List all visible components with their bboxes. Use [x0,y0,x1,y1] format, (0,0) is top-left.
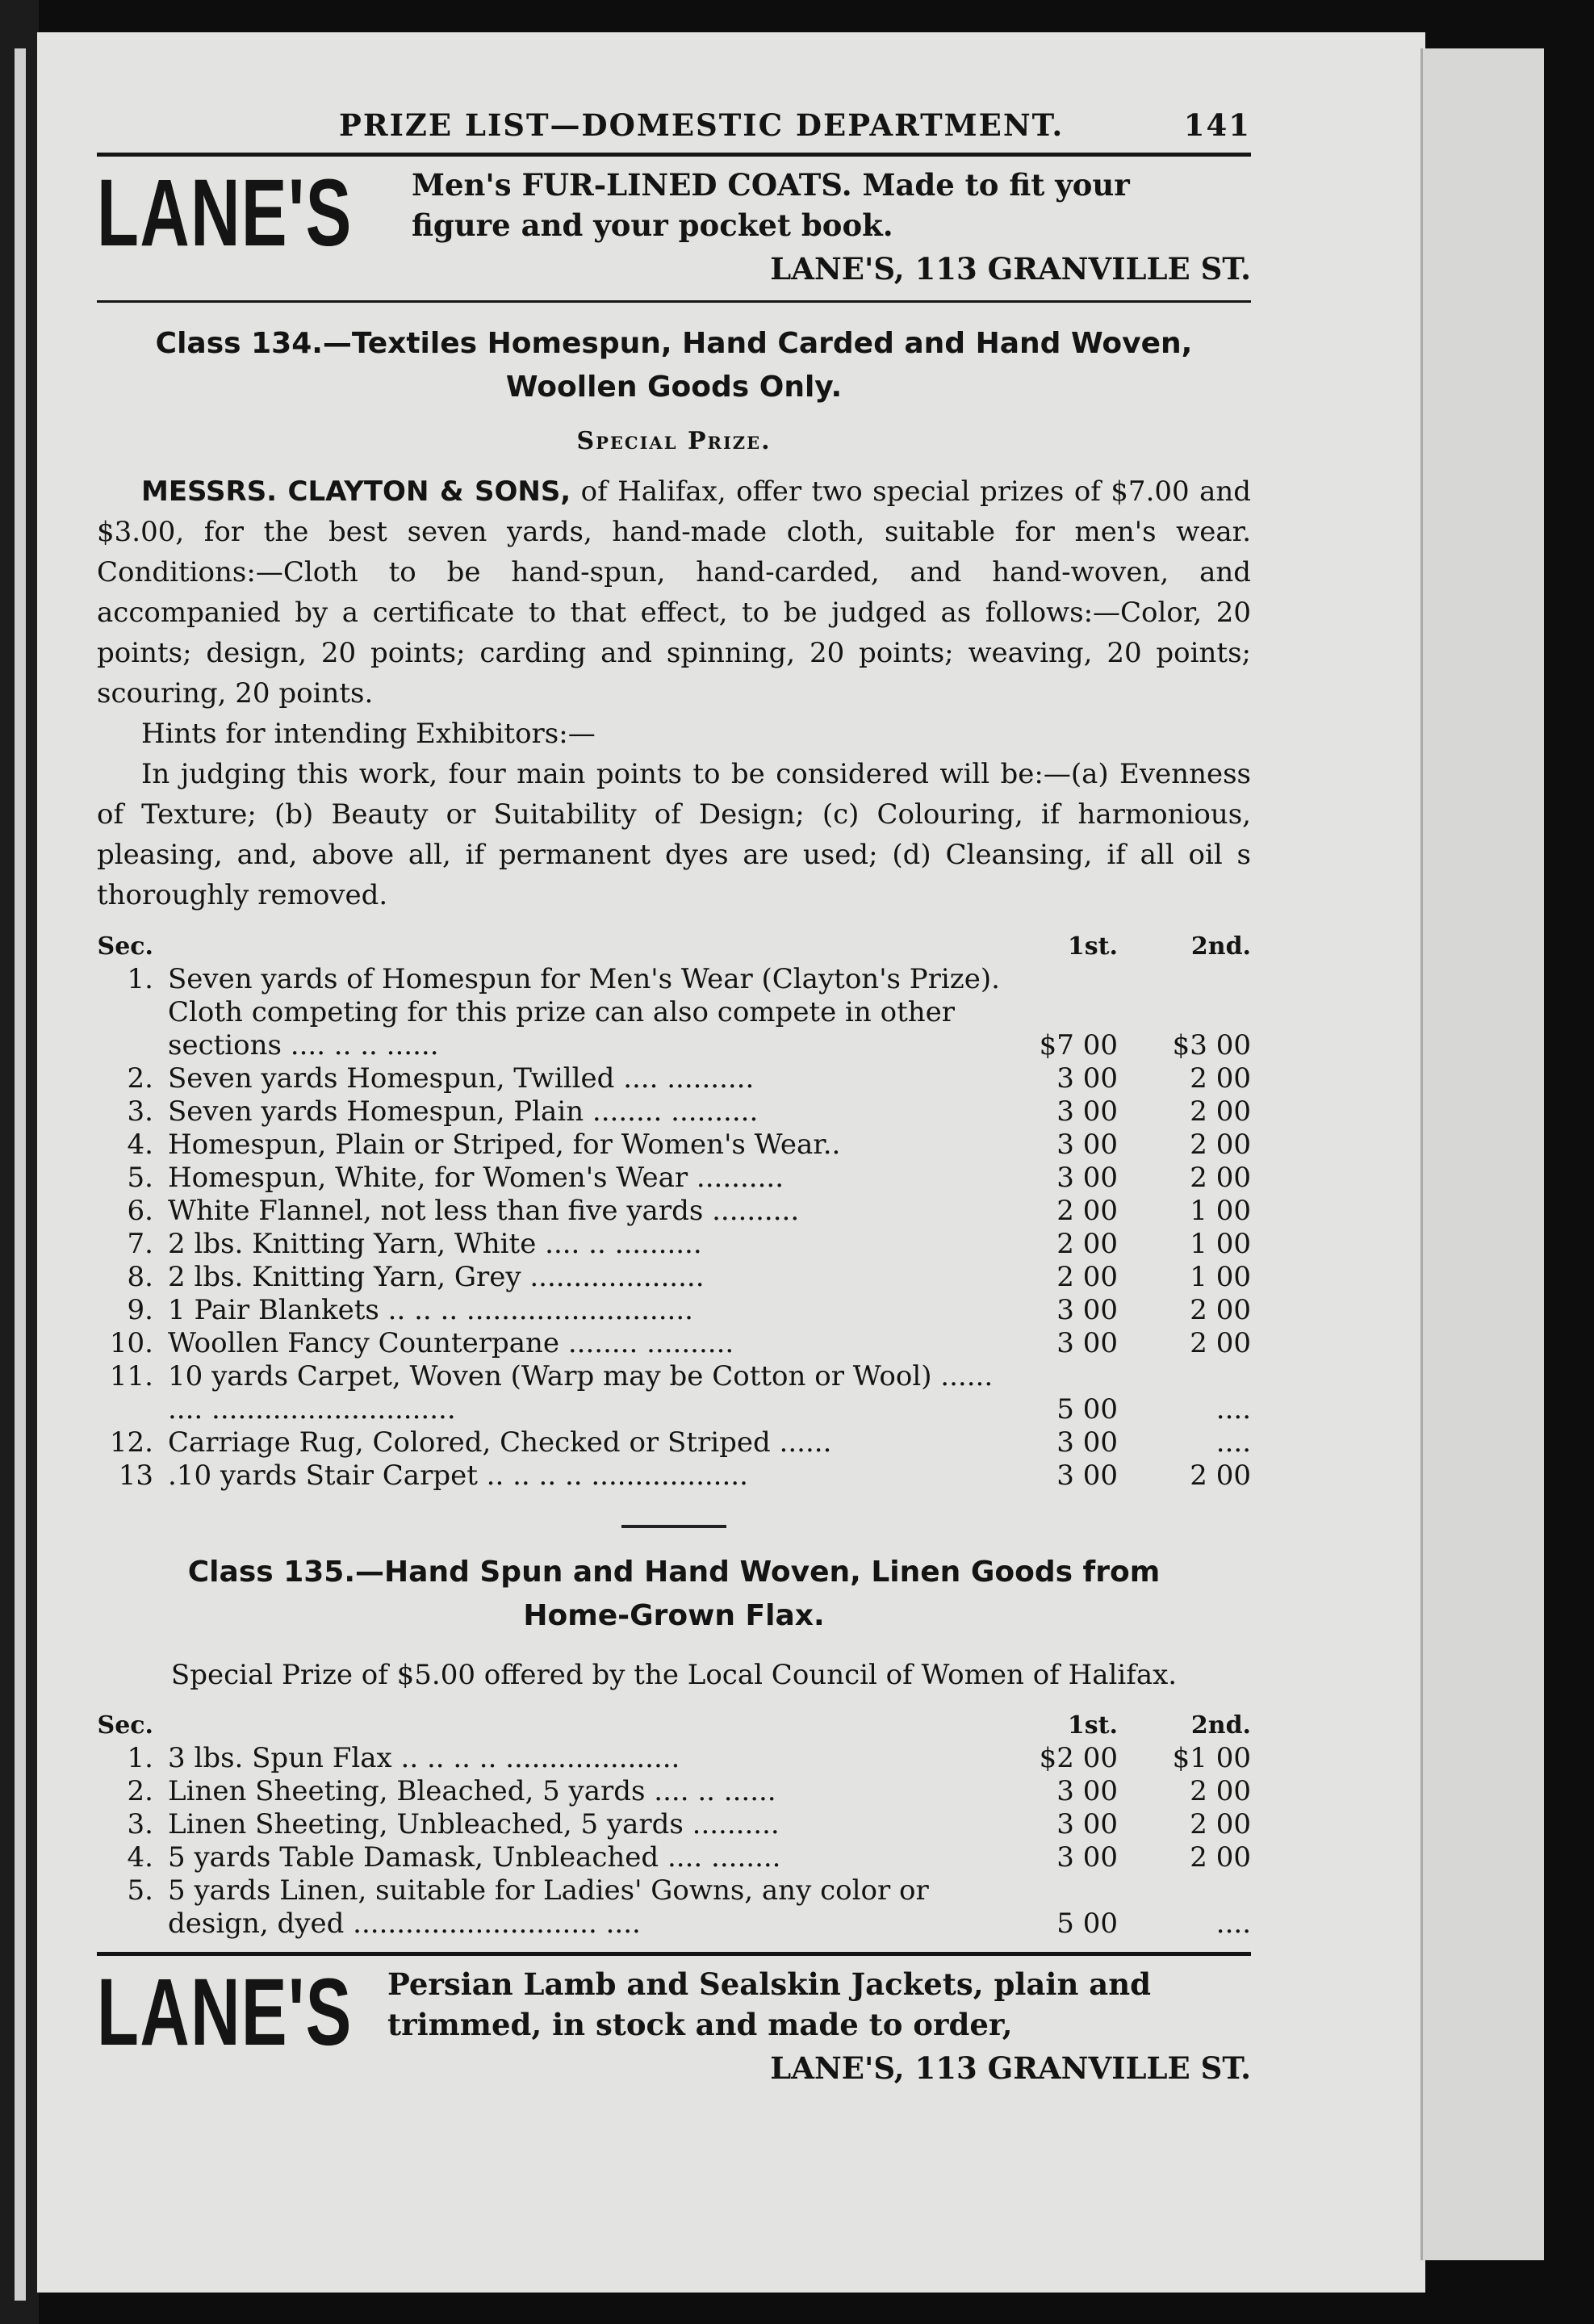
row-sec: 4. [127,1129,153,1161]
ad-bottom-line1: Persian Lamb and Sealskin Jackets, plain and [387,1966,1151,2002]
row-item: 5 yards Linen, suitable for Ladies' Gowns, any color or design, dyed ............................ .... [168,1874,929,1940]
row-second: 2 00 [1190,1808,1251,1840]
table-row [97,1874,1251,1941]
row-first: $2 00 [1039,1742,1118,1774]
row-sec: 13 [118,1459,153,1492]
class134-heading-line1: Class 134.—Textiles Homespun, Hand Carded and Hand Woven, [155,327,1193,360]
row-second: 2 00 [1190,1095,1251,1128]
offer-text: of Halifax, offer two special prizes of $7.00 and $3.00, for the best seven yards, hand-made cloth, suitable for men's wear. Conditions:—Cloth to be hand-spun, hand-carded, and hand-woven, and accompanied by a certificate to that effect, to be judged as follows:—Color, 20 points; design, 20 points; carding and spinning, 20 points; weaving, 20 points; scouring, 20 points. [97,475,1251,710]
row-second: 2 00 [1190,1062,1251,1095]
row-first: 3 00 [1056,1129,1118,1161]
table-row [97,1841,1251,1874]
row-sec: 1. [127,1742,153,1774]
ad-top-line1: Men's FUR-LINED COATS. Made to fit your [412,167,1130,203]
row-item: 3 lbs. Spun Flax .. .. .. .. .................... [168,1742,680,1774]
ad-top-line2: figure and your pocket book. [412,207,893,243]
table-row [97,963,1251,1062]
row-item: Seven yards Homespun, Twilled .... .......... [168,1062,755,1095]
table-row [97,1062,1251,1095]
row-first: 5 00 [1056,1907,1118,1940]
class135-lead: Special Prize of $5.00 offered by the Local Council of Women of Halifax. [170,1659,1178,1691]
row-second: 2 00 [1190,1327,1251,1359]
row-first: 2 00 [1056,1228,1118,1260]
table-row [97,1294,1251,1327]
row-sec: 10. [109,1327,153,1359]
row-sec: 2. [127,1062,153,1095]
row-item: Carriage Rug, Colored, Checked or Striped ...... [168,1426,832,1459]
ad-top [97,157,1251,297]
table-row [97,1162,1251,1195]
row-second: 2 00 [1190,1459,1251,1492]
table-row [97,1742,1251,1775]
row-sec: 4. [127,1841,153,1874]
running-head-title: PRIZE LIST—DOMESTIC DEPARTMENT. [339,107,1065,143]
scan-left-strip [15,48,26,2301]
class134-heading [97,322,1251,409]
row-sec: 5. [127,1162,153,1194]
page-edge-right [1420,48,1544,2260]
row-second: 1 00 [1190,1228,1251,1260]
row-item: Woollen Fancy Counterpane ........ .......... [168,1327,734,1359]
row-second: $1 00 [1172,1742,1251,1774]
section-divider [621,1525,726,1528]
row-item: Seven yards of Homespun for Men's Wear (Clayton's Prize). Cloth competing for this prize can also compete in other sections .... .. .. ...... [168,963,1000,1062]
row-second: 1 00 [1190,1261,1251,1293]
col-second: 2nd. [1190,932,1251,961]
row-sec: 6. [127,1195,153,1227]
row-second: 2 00 [1190,1129,1251,1161]
row-second: 1 00 [1190,1195,1251,1227]
ad-bottom-brand: LANE'S [97,1959,353,2066]
ad-bottom-copy [387,1964,1251,2088]
row-sec: 3. [127,1808,153,1840]
special-prize-label: Special Prize. [576,427,772,455]
row-second: $3 00 [1172,1029,1251,1062]
col-second: 2nd. [1190,1711,1251,1740]
col-sec: Sec. [97,932,153,961]
hints-label: Hints for intending Exhibitors:— [141,718,596,750]
row-first: 3 00 [1056,1459,1118,1492]
table-row [97,1228,1251,1261]
row-sec: 1. [127,963,153,995]
row-sec: 11. [109,1360,153,1392]
row-item: 2 lbs. Knitting Yarn, Grey .................... [168,1261,705,1293]
row-item: 10 yards Carpet, Woven (Warp may be Cotton or Wool) ...... .... ............................ [168,1360,994,1426]
class135-heading-line2: Home-Grown Flax. [523,1599,825,1632]
row-sec: 9. [127,1294,153,1326]
row-first: 3 00 [1056,1426,1118,1459]
row-sec: 7. [127,1228,153,1260]
row-item: Homespun, White, for Women's Wear .......... [168,1162,784,1194]
ad-top-brand: LANE'S [97,160,353,266]
page-number: 141 [1183,107,1251,143]
running-head [97,101,1251,149]
class134-heading-line2: Woollen Goods Only. [505,371,843,404]
row-sec: 12. [109,1426,153,1459]
row-second: .... [1215,1907,1251,1940]
table-row [97,1129,1251,1162]
row-sec: 2. [127,1775,153,1807]
col-item [168,1709,1009,1742]
row-first: 3 00 [1056,1062,1118,1095]
table-header [97,930,1251,963]
class134-offer-paragraph [97,471,1251,714]
page-content [97,101,1251,2096]
table-row [97,1261,1251,1294]
row-first: 3 00 [1056,1294,1118,1326]
row-item: Homespun, Plain or Striped, for Women's Wear.. [168,1129,841,1161]
row-second: 2 00 [1190,1294,1251,1326]
ad-bottom-address: LANE'S, 113 GRANVILLE ST. [770,2050,1251,2086]
class135-heading [97,1551,1251,1638]
ad-bottom-line2: trimmed, in stock and made to order, [387,2007,1013,2042]
row-sec: 5. [127,1874,153,1907]
offer-name: MESSRS. CLAYTON & SONS, [141,475,571,508]
ad-top-copy [412,165,1251,289]
col-sec: Sec. [97,1711,153,1740]
row-item: .10 yards Stair Carpet .. .. .. .. .................. [168,1459,748,1492]
row-item: 1 Pair Blankets .. .. .. .......................... [168,1294,693,1326]
table-row [97,1360,1251,1426]
row-item: 2 lbs. Knitting Yarn, White .... .. .......... [168,1228,702,1260]
table-row [97,1195,1251,1228]
row-first: $7 00 [1039,1029,1118,1062]
table-row [97,1459,1251,1493]
table-header [97,1709,1251,1742]
row-sec: 3. [127,1095,153,1128]
row-first: 3 00 [1056,1095,1118,1128]
class135-heading-line1: Class 135.—Hand Spun and Hand Woven, Linen Goods from [187,1556,1161,1589]
table-row [97,1095,1251,1129]
hints-text: In judging this work, four main points to be considered will be:—(a) Evenness of Texture; (b) Beauty or Suitability of Design; (c) Colouring, if harmonious, pleasing, and, above all, if permanent dyes are used; (d) Cleansing, if all oil s thoroughly removed. [97,758,1251,911]
row-item: White Flannel, not less than five yards .......... [168,1195,800,1227]
row-first: 3 00 [1056,1808,1118,1840]
row-second: 2 00 [1190,1775,1251,1807]
class134-table [97,930,1251,1493]
table-row [97,1808,1251,1841]
row-first: 3 00 [1056,1327,1118,1359]
col-first: 1st. [1067,932,1118,961]
col-first: 1st. [1067,1711,1118,1740]
row-item: Seven yards Homespun, Plain ........ .......... [168,1095,759,1128]
ad-top-address: LANE'S, 113 GRANVILLE ST. [770,251,1251,287]
row-first: 5 00 [1056,1393,1118,1426]
row-second: .... [1215,1393,1251,1426]
row-first: 2 00 [1056,1195,1118,1227]
row-first: 2 00 [1056,1261,1118,1293]
table-row [97,1426,1251,1459]
row-sec: 8. [127,1261,153,1293]
row-first: 3 00 [1056,1841,1118,1874]
row-second: .... [1215,1426,1251,1459]
row-second: 2 00 [1190,1162,1251,1194]
row-first: 3 00 [1056,1162,1118,1194]
row-first: 3 00 [1056,1775,1118,1807]
row-item: 5 yards Table Damask, Unbleached .... ........ [168,1841,781,1874]
row-item: Linen Sheeting, Unbleached, 5 yards .......... [168,1808,780,1840]
ad-bottom [97,1956,1251,2096]
col-item [168,930,1009,963]
table-row [97,1775,1251,1808]
class135-table [97,1709,1251,1941]
table-row [97,1327,1251,1360]
row-item: Linen Sheeting, Bleached, 5 yards .... .. ...... [168,1775,776,1807]
ad-top-bottom-rule [97,300,1251,303]
row-second: 2 00 [1190,1841,1251,1874]
